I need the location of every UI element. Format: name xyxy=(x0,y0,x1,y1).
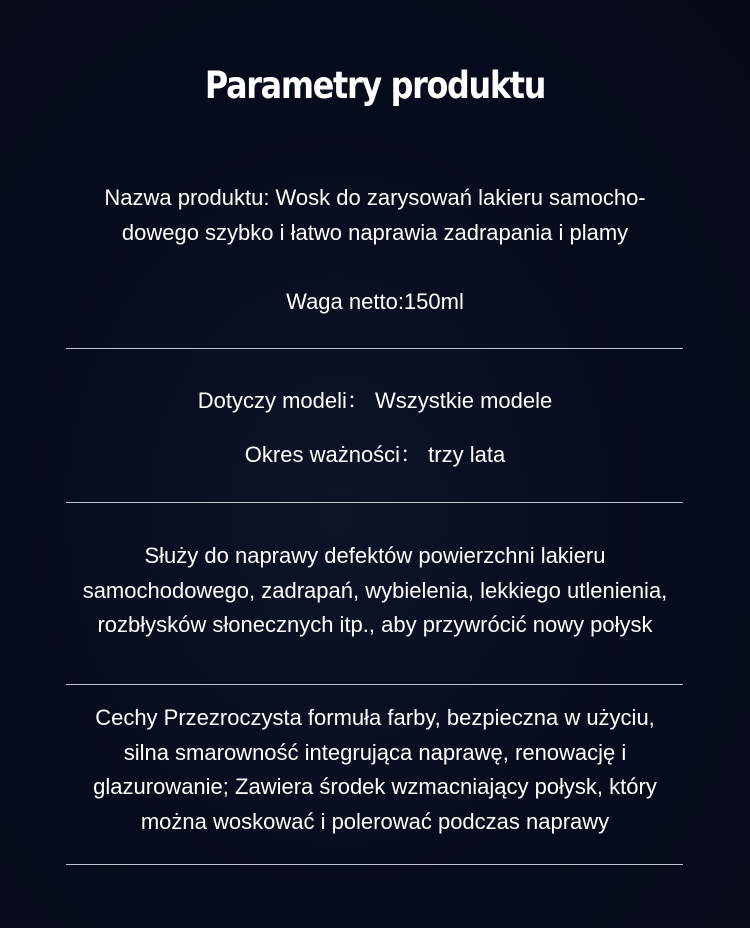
applicable-models-line: Dotyczy modeli： Wszystkie modele xyxy=(197,388,553,413)
features-line-1: Cechy Przezroczysta formuła farby, bezpieczna w użyciu, xyxy=(95,705,655,730)
product-name-line-1: Nazwa produktu: Wosk do zarysowań lakieru samocho- xyxy=(104,185,646,210)
net-weight-line: Waga netto:150ml xyxy=(286,289,464,314)
net-weight-text xyxy=(0,285,750,320)
product-name-line-2: dowego szybko i łatwo naprawia zadrapania i plamy xyxy=(121,219,629,245)
shelf-life-line: Okres ważności： trzy lata xyxy=(244,442,506,467)
divider-4 xyxy=(66,864,683,865)
usage-line-2: samochodowego, zadrapań, wybielenia, lekkiego utlenienia, xyxy=(82,577,668,603)
shelf-life-text xyxy=(0,438,750,473)
product-name-text xyxy=(0,181,750,250)
divider-2 xyxy=(66,502,683,503)
features-text xyxy=(0,701,750,839)
divider-1 xyxy=(66,348,683,349)
features-line-3: glazurowanie; Zawiera środek wzmacniający połysk, który xyxy=(93,774,657,799)
divider-3 xyxy=(66,684,683,685)
usage-text xyxy=(0,539,750,643)
features-line-2: silna smarowność integrująca naprawę, renowację i xyxy=(123,739,627,765)
features-line-4: można woskować i polerować podczas naprawy xyxy=(140,808,610,834)
usage-line-1: Służy do naprawy defektów powierzchni lakieru xyxy=(144,543,606,568)
page-title: Parametry produktu xyxy=(204,64,546,107)
applicable-models-text xyxy=(0,384,750,419)
usage-line-3: rozbłysków słonecznych itp., aby przywrócić nowy połysk xyxy=(97,612,653,637)
